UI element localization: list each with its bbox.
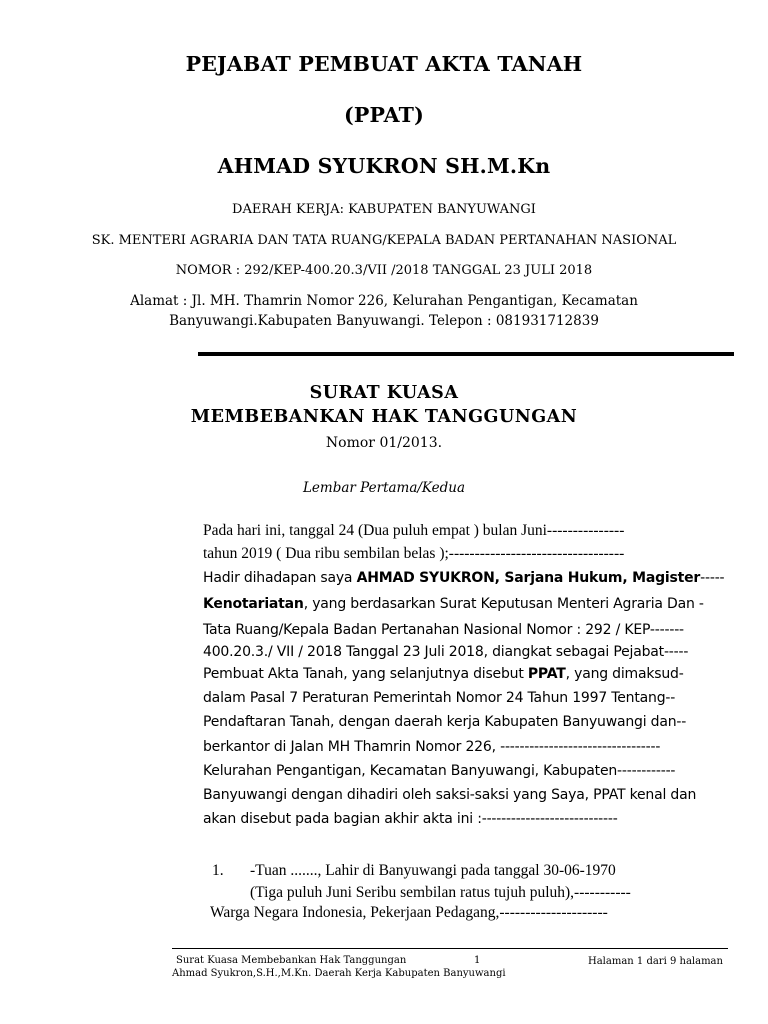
body-line-9: Pendaftaran Tanah, dengan daerah kerja Kabupaten Banyuwangi dan-- xyxy=(203,714,687,730)
body-line-4 xyxy=(203,596,704,612)
header-divider xyxy=(198,352,734,356)
body-line-10: berkantor di Jalan MH Thamrin Nomor 226, --------------------------------- xyxy=(203,739,661,755)
body-line-7-pre: Pembuat Akta Tanah, yang selanjutnya disebut xyxy=(203,666,528,682)
body-line-1: Pada hari ini, tanggal 24 (Dua puluh empat ) bulan Juni--------------- xyxy=(203,522,625,539)
document-title-line1: SURAT KUASA xyxy=(309,383,459,403)
document-title-line2: MEMBEBANKAN HAK TANGGUNGAN xyxy=(190,407,578,427)
body-line-5: Tata Ruang/Kepala Badan Pertanahan Nasional Nomor : 292 / KEP------- xyxy=(203,622,684,638)
list-item-line1: -Tuan ......., Lahir di Banyuwangi pada tanggal 30-06-1970 xyxy=(250,862,616,879)
document-lembar: Lembar Pertama/Kedua xyxy=(302,480,466,496)
body-line-7-bold: PPAT xyxy=(527,666,566,682)
body-line-11: Kelurahan Pengantigan, Kecamatan Banyuwangi, Kabupaten------------ xyxy=(203,763,676,779)
body-line-4-bold: Kenotariatan xyxy=(203,596,304,612)
list-item-line2: (Tiga puluh Juni Seribu sembilan ratus tujuh puluh),----------- xyxy=(250,884,631,901)
footer-title: Surat Kuasa Membebankan Hak Tanggungan xyxy=(176,955,407,966)
header-sk: SK. MENTERI AGRARIA DAN TATA RUANG/KEPALA BADAN PERTANAHAN NASIONAL xyxy=(91,233,677,248)
header-name: AHMAD SYUKRON SH.M.Kn xyxy=(217,154,551,178)
body-line-13: akan disebut pada bagian akhir akta ini :---------------------------- xyxy=(203,811,618,827)
footer-divider xyxy=(172,948,728,949)
body-line-7 xyxy=(203,666,684,682)
header-nomor: NOMOR : 292/KEP-400.20.3/VII /2018 TANGGAL 23 JULI 2018 xyxy=(175,263,593,278)
body-line-3-pre: Hadir dihadapan saya xyxy=(203,570,357,586)
body-line-6: 400.20.3./ VII / 2018 Tanggal 23 Juli 2018, diangkat sebagai Pejabat----- xyxy=(203,644,689,660)
body-line-3-post: ----- xyxy=(700,570,725,586)
document-nomor: Nomor 01/2013. xyxy=(325,435,443,451)
header-alamat-line2: Banyuwangi.Kabupaten Banyuwangi. Telepon : 081931712839 xyxy=(169,313,599,329)
footer-author: Ahmad Syukron,S.H.,M.Kn. Daerah Kerja Kabupaten Banyuwangi xyxy=(172,968,506,979)
body-line-3-bold: AHMAD SYUKRON, Sarjana Hukum, Magister xyxy=(356,570,701,586)
body-line-7-post: , yang dimaksud- xyxy=(565,666,684,682)
footer-page-number: 1 xyxy=(474,955,481,966)
header-title: PEJABAT PEMBUAT AKTA TANAH xyxy=(185,52,583,76)
list-item-line3: Warga Negara Indonesia, Pekerjaan Pedagang,--------------------- xyxy=(210,904,608,921)
body-line-2: tahun 2019 ( Dua ribu sembilan belas );---------------------------------- xyxy=(203,545,625,562)
header-daerah-kerja: DAERAH KERJA: KABUPATEN BANYUWANGI xyxy=(232,202,536,217)
body-line-4-post: , yang berdasarkan Surat Keputusan Menteri Agraria Dan - xyxy=(303,596,704,612)
header-alamat-line1: Alamat : Jl. MH. Thamrin Nomor 226, Kelurahan Pengantigan, Kecamatan xyxy=(130,293,638,309)
body-line-8: dalam Pasal 7 Peraturan Pemerintah Nomor 24 Tahun 1997 Tentang-- xyxy=(203,690,676,706)
header-abbreviation: (PPAT) xyxy=(344,103,424,127)
footer-page-count: Halaman 1 dari 9 halaman xyxy=(588,956,723,967)
body-line-12: Banyuwangi dengan dihadiri oleh saksi-saksi yang Saya, PPAT kenal dan xyxy=(203,787,697,803)
list-item-number: 1. xyxy=(212,862,224,879)
body-line-3 xyxy=(203,570,724,586)
